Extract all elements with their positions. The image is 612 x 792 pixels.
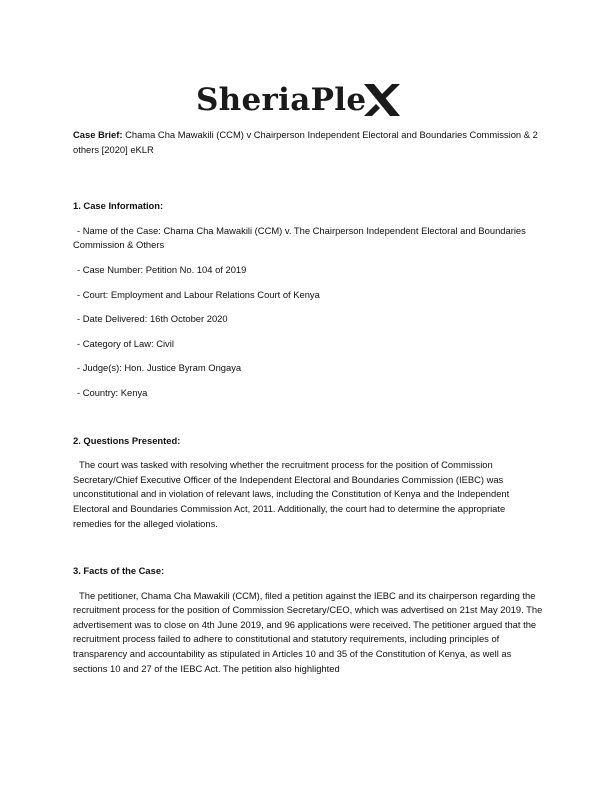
case-info-item: - Date Delivered: 16th October 2020 [77, 313, 228, 325]
logo-text: SheriaPle [196, 82, 367, 118]
facts-paragraph: The petitioner, Chama Cha Mawakili (CCM), filed a petition against the IEBC and its chairperson regarding the recruitment process for the position of Commission Secretary/CEO, which was advertised on 21st May 2019. The advertisement was to close on 4th June 2019, and 96 applications were received. The petitioner argued that the recruitment process failed to adhere to constitutional and statutory requirements, including principles of transparency and accountability as stipulated in Articles 10 and 35 of the Constitution of Kenya, as well as sections 10 and 27 of the IEBC Act. The petition also highlighted [73, 589, 543, 674]
document-body [73, 128, 545, 676]
case-info-item: - Court: Employment and Labour Relations Court of Kenya [77, 288, 320, 300]
case-info-item: - Country: Kenya [77, 386, 148, 398]
case-info-item: - Category of Law: Civil [77, 337, 174, 349]
case-brief [73, 128, 545, 157]
logo-x-icon [362, 80, 402, 120]
case-info-item: - Judge(s): Hon. Justice Byram Ongaya [77, 362, 242, 374]
case-info-item: - Case Number: Petition No. 104 of 2019 [77, 263, 247, 275]
sheriaplex-logo [196, 80, 402, 120]
case-brief-label: Case Brief: [73, 129, 123, 140]
section-heading-questions-presented: 2. Questions Presented: [73, 434, 181, 446]
case-info-item: - Name of the Case: Chama Cha Mawakili (CCM) v. The Chairperson Independent Electoral and Boundaries Commission & Others [73, 224, 526, 251]
section-heading-case-information: 1. Case Information: [73, 200, 164, 212]
questions-paragraph: The court was tasked with resolving whether the recruitment process for the position of Commission Secretary/Chief Executive Officer of the Independent Electoral and Boundaries Commission (IEBC) was unconstitutional and in violation of relevant laws, including the Constitution of Kenya and the Independent Electoral and Boundaries Commission Act, 2011. Additionally, the court had to determine the appropriate remedies for the alleged violations. [73, 459, 510, 529]
section-heading-facts: 3. Facts of the Case: [73, 565, 165, 577]
case-brief-text: Chama Cha Mawakili (CCM) v Chairperson Independent Electoral and Boundaries Commission & 2 others [2020] eKLR [73, 129, 538, 155]
